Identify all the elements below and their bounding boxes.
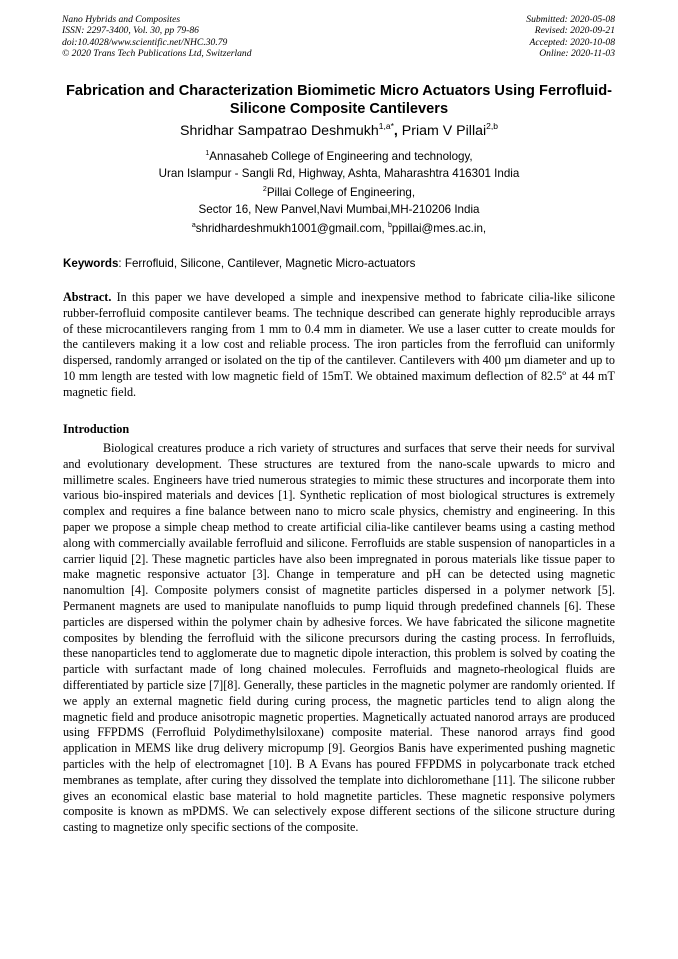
affiliation-2-address: Sector 16, New Panvel,Navi Mumbai,MH-210206 India (198, 202, 480, 216)
journal-name: Nano Hybrids and Composites (62, 14, 181, 25)
author-2-affiliation-mark: 2,b (486, 121, 498, 131)
author-separator: , (393, 123, 402, 139)
date-online: Online: 2020-11-03 (539, 48, 615, 60)
affiliation-1-institution: Annasaheb College of Engineering and technology, (209, 150, 473, 163)
journal-header-right (526, 14, 615, 60)
email-b[interactable]: ppillai@mes.ac.in, (391, 222, 487, 235)
keywords-label: Keywords (63, 257, 119, 270)
date-accepted: Accepted: 2020-10-08 (529, 36, 615, 48)
email-b-mark: b (387, 222, 392, 229)
journal-doi: doi:10.4028/www.scientific.net/NHC.30.79 (62, 36, 228, 48)
author-list (40, 122, 638, 140)
author-1-name: Shridhar Sampatrao Deshmukh (180, 123, 379, 139)
affiliation-1-address: Uran Islampur - Sangli Rd, Highway, Ashta, Maharashtra 416301 India (158, 166, 520, 180)
affiliation-2-mark: 2 (262, 186, 267, 193)
keywords-text: : Ferrofluid, Silicone, Cantilever, Magnetic Micro-actuators (118, 257, 416, 270)
date-submitted: Submitted: 2020-05-08 (526, 14, 615, 25)
author-1-affiliation-mark: 1,a* (378, 121, 394, 131)
email-a-mark: a (191, 222, 196, 229)
journal-issn: ISSN: 2297-3400, Vol. 30, pp 79-86 (62, 25, 199, 37)
author-2-name: Priam V Pillai (401, 123, 487, 139)
abstract-text: In this paper we have developed a simple and inexpensive method to fabricate cilia-like silicone rubber-ferrofluid composite cantilever beams. The technique described can generate highly reproducible arrays of these microcantilevers ranging from 1 mm to 0.4 mm in diameter. We use a laser cutter to create moulds for the cantilevers making it a low cost and reliable process. The iron particles from the ferrofluid can uniformly dispersed, randomly arranged or isolated on the tip of the cantilever. Cantilevers with 400 µm diameter and up to 10 mm length are tested with low magnetic field of 15mT. We obtained maximum deflection of 82.5º at 44 mT magnetic field. (63, 290, 615, 399)
affiliation-1-mark: 1 (205, 150, 210, 157)
journal-header-left (62, 14, 252, 60)
introduction-paragraph: Biological creatures produce a rich variety of structures and surfaces that serve their needs for survival and evolutionary development. These structures are textured from the nano-scale upwards to micro and millimetre scales. Engineers have tried numerous strategies to mimic these structures and incorporate them into various bio-inspired materials and devices [1]. Synthetic replication of most biological structures is extremely complex and requires a fine balance between nano to micro scale physics, chemistry and engineering. In this paper we propose a simple cheap method to create artificial cilia-like cantilever beams using a casting method along with commercially available ferrofluid and silicone. Ferrofluids are stable suspension of nanoparticles in a carrier liquid [2]. These magnetic particles have also been impregnated in porous materials like tissue paper to make magnetic responsive actuator [3]. Change in temperature and pH can be detected using magnetic nanomultion [4]. Composite polymers consist of magnetite particles dispersed in a polymer network [5]. Permanent magnets are used to manipulate nanofluids to pump liquid through predefined channels [6]. These particles are dispersed within the polymer chain by adhesive forces. We have fabricated the silicone magnetite composites by blending the ferrofluid with the silicone precursors during the casting process. In ferrofluids, these nanoparticles tend to agglomerate due to magnetic dipole interaction, this problem is solved by coating the particle with surfactant made of long chained molecules. Ferrofluids and magneto-rheological fluids are differentiated by particle size [7][8]. Generally, these particles in the magnetic polymer are randomly oriented. If we apply an external magnetic field during curing process, the magnetic particles tend to align along the magnetic field and produce anisotropic magnetic properties. Magnetically actuated nanorod arrays are produced using FFPDMS (Ferrofluid Polydimethylsiloxane) composite material. These nanorod arrays find good application in MEMS like drug delivery micropump [9]. Georgios Banis have experimented pushing magnetic particles with the help of electromagnet [10]. B A Evans has poured FFPDMS in polycarbonate track etched membranes as template, after curing they dissolved the template into dichloromethane [11]. The silicone rubber gives an economical elastic base material to hold magnetite particles. These magnetic responsive polymers composite is known as mPDMS. We can selectively expose different sections of the silicone structure during casting to magnetize only specific sections of the composite. (63, 441, 615, 835)
author-emails (40, 221, 638, 238)
introduction-heading: Introduction (63, 422, 130, 436)
keywords-line (63, 256, 615, 272)
abstract (63, 290, 615, 401)
abstract-label: Abstract. (63, 290, 112, 304)
affiliation-2 (40, 185, 638, 218)
date-revised: Revised: 2020-09-21 (534, 25, 615, 37)
affiliation-1 (40, 149, 638, 182)
email-a[interactable]: shridhardeshmukh1001@gmail.com, (195, 222, 388, 235)
affiliation-2-institution: Pillai College of Engineering, (266, 186, 416, 199)
journal-copyright: © 2020 Trans Tech Publications Ltd, Switzerland (62, 48, 252, 60)
paper-title: Fabrication and Characterization Biomimetic Micro Actuators Using Ferrofluid-Silicone Composite Cantilevers (66, 83, 612, 117)
